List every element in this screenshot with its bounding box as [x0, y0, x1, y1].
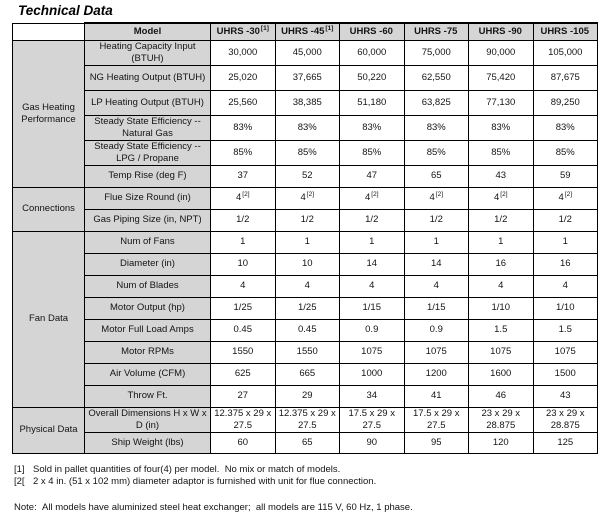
model-header-cell: Model — [85, 23, 211, 40]
data-cell: 1/15 — [340, 297, 405, 319]
footnote-ref: [2] — [306, 191, 315, 199]
row-label: Throw Ft. — [85, 385, 211, 407]
data-cell: 1075 — [469, 341, 534, 363]
table-row — [13, 165, 598, 187]
table-row — [13, 187, 598, 209]
data-cell: 10 — [275, 253, 340, 275]
data-cell: 23 x 29 x 28.875 — [533, 407, 598, 432]
note-line — [14, 502, 413, 513]
data-cell: 90 — [340, 432, 405, 453]
data-cell: 1600 — [469, 363, 534, 385]
data-cell: 1000 — [340, 363, 405, 385]
column-header-label: UHRS -60 — [349, 26, 393, 38]
column-header-label: UHRS -45 — [281, 26, 325, 38]
flue-size-value: 4 — [300, 192, 306, 204]
data-cell: 1/2 — [469, 209, 534, 231]
column-header-uhrs-60 — [340, 23, 405, 40]
table-row — [13, 341, 598, 363]
data-cell: 85% — [533, 140, 598, 165]
data-cell: 4 — [533, 275, 598, 297]
data-cell: 75,000 — [404, 40, 469, 65]
data-cell: 23 x 29 x 28.875 — [469, 407, 534, 432]
table-row — [13, 90, 598, 115]
data-cell — [340, 187, 405, 209]
table-row — [13, 231, 598, 253]
data-cell: 1/10 — [533, 297, 598, 319]
data-cell: 4 — [275, 275, 340, 297]
data-cell: 120 — [469, 432, 534, 453]
data-cell: 41 — [404, 385, 469, 407]
row-label: Steady State Efficiency -- Natural Gas — [85, 115, 211, 140]
group-physical-data: Physical Data — [13, 407, 85, 453]
column-header-label: UHRS -90 — [478, 26, 522, 38]
data-cell: 29 — [275, 385, 340, 407]
footnote-1 — [14, 464, 376, 475]
group-connections: Connections — [13, 187, 85, 231]
data-cell: 77,130 — [469, 90, 534, 115]
row-label: NG Heating Output (BTUH) — [85, 65, 211, 90]
data-cell: 51,180 — [340, 90, 405, 115]
data-cell: 1550 — [211, 341, 276, 363]
flue-size-value: 4 — [235, 192, 242, 204]
data-cell: 43 — [533, 385, 598, 407]
row-label: LP Heating Output (BTUH) — [85, 90, 211, 115]
data-cell: 65 — [275, 432, 340, 453]
data-cell: 27 — [211, 385, 276, 407]
data-cell: 1/2 — [404, 209, 469, 231]
data-cell — [211, 187, 276, 209]
flue-size-value: 4 — [493, 192, 500, 204]
table-row — [13, 115, 598, 140]
data-cell: 90,000 — [469, 40, 534, 65]
data-cell: 83% — [340, 115, 405, 140]
row-label: Num of Fans — [85, 231, 211, 253]
data-cell: 1075 — [404, 341, 469, 363]
data-cell: 30,000 — [211, 40, 276, 65]
flue-size-value: 4 — [429, 192, 435, 204]
footnote-text: Sold in pallet quantities of four(4) per model. No mix or match of models. — [33, 464, 341, 475]
data-cell: 4 — [404, 275, 469, 297]
table-row — [13, 385, 598, 407]
table-row — [13, 275, 598, 297]
footnote-ref: [1] — [260, 24, 269, 32]
data-cell: 85% — [211, 140, 276, 165]
row-label: Motor Output (hp) — [85, 297, 211, 319]
row-label: Air Volume (CFM) — [85, 363, 211, 385]
data-cell: 83% — [211, 115, 276, 140]
table-row — [13, 432, 598, 453]
data-cell: 1075 — [340, 341, 405, 363]
data-cell: 0.9 — [340, 319, 405, 341]
data-cell: 16 — [533, 253, 598, 275]
data-cell: 1550 — [275, 341, 340, 363]
footnote-ref: [2] — [242, 191, 250, 199]
footnote-ref: [2] — [564, 191, 573, 199]
row-label: Gas Piping Size (in, NPT) — [85, 209, 211, 231]
note-text: All models have aluminized steel heat exchanger; all models are 115 V, 60 Hz, 1 phase. — [42, 502, 413, 513]
data-cell: 50,220 — [340, 65, 405, 90]
table-row — [13, 407, 598, 432]
row-label: Overall Dimensions H x W x D (in) — [85, 407, 211, 432]
data-cell: 105,000 — [533, 40, 598, 65]
data-cell: 47 — [340, 165, 405, 187]
data-cell: 1/2 — [340, 209, 405, 231]
data-cell: 89,250 — [533, 90, 598, 115]
data-cell: 16 — [469, 253, 534, 275]
data-cell: 1/2 — [275, 209, 340, 231]
data-cell: 38,385 — [275, 90, 340, 115]
data-cell: 83% — [469, 115, 534, 140]
data-cell: 60 — [211, 432, 276, 453]
data-cell: 14 — [340, 253, 405, 275]
data-cell: 10 — [211, 253, 276, 275]
footnote-ref: [2] — [435, 191, 444, 199]
data-cell: 1 — [340, 231, 405, 253]
table-row — [13, 253, 598, 275]
data-cell: 1 — [469, 231, 534, 253]
data-cell: 1/2 — [533, 209, 598, 231]
data-cell: 4 — [211, 275, 276, 297]
column-header-label: UHRS -105 — [540, 26, 590, 38]
data-cell: 25,020 — [211, 65, 276, 90]
table-row — [13, 363, 598, 385]
data-cell: 4 — [340, 275, 405, 297]
page-title: Technical Data — [18, 3, 113, 18]
data-cell: 665 — [275, 363, 340, 385]
data-cell: 1075 — [533, 341, 598, 363]
column-header-uhrs-90 — [469, 23, 534, 40]
row-label: Motor RPMs — [85, 341, 211, 363]
row-label: Heating Capacity Input (BTUH) — [85, 40, 211, 65]
data-cell: 0.45 — [211, 319, 276, 341]
data-cell: 1.5 — [469, 319, 534, 341]
data-cell: 65 — [404, 165, 469, 187]
table-header-row — [13, 23, 598, 40]
data-cell: 59 — [533, 165, 598, 187]
table-row — [13, 65, 598, 90]
table-row — [13, 209, 598, 231]
flue-size-value: 4 — [558, 192, 564, 204]
column-header-uhrs-30 — [211, 23, 276, 40]
data-cell: 85% — [469, 140, 534, 165]
footnote-ref: [1] — [325, 24, 334, 32]
table-row — [13, 319, 598, 341]
data-cell: 12.375 x 29 x 27.5 — [211, 407, 276, 432]
data-cell: 14 — [404, 253, 469, 275]
data-cell: 125 — [533, 432, 598, 453]
data-cell: 37 — [211, 165, 276, 187]
data-cell: 62,550 — [404, 65, 469, 90]
data-cell: 1 — [404, 231, 469, 253]
column-header-label: UHRS -75 — [414, 26, 458, 38]
data-cell: 75,420 — [469, 65, 534, 90]
data-cell: 37,665 — [275, 65, 340, 90]
group-gas-heating-performance: Gas Heating Performance — [13, 40, 85, 187]
footnotes — [14, 464, 376, 488]
data-cell: 83% — [533, 115, 598, 140]
data-cell: 83% — [275, 115, 340, 140]
table-row — [13, 140, 598, 165]
data-cell: 46 — [469, 385, 534, 407]
data-cell: 60,000 — [340, 40, 405, 65]
row-label: Ship Weight (lbs) — [85, 432, 211, 453]
data-cell: 1 — [533, 231, 598, 253]
footnote-2 — [14, 476, 376, 487]
footnote-marker: [2[ — [14, 476, 25, 487]
row-label: Temp Rise (deg F) — [85, 165, 211, 187]
data-cell: 1500 — [533, 363, 598, 385]
row-label: Steady State Efficiency -- LPG / Propane — [85, 140, 211, 165]
footnote-marker: [1] — [14, 464, 25, 475]
data-cell: 1/25 — [275, 297, 340, 319]
data-cell: 625 — [211, 363, 276, 385]
row-label: Diameter (in) — [85, 253, 211, 275]
data-cell: 85% — [404, 140, 469, 165]
data-cell — [404, 187, 469, 209]
row-label: Flue Size Round (in) — [85, 187, 211, 209]
data-cell — [469, 187, 534, 209]
technical-data-table — [12, 22, 598, 454]
data-cell: 1/2 — [211, 209, 276, 231]
table-corner-spacer — [13, 23, 85, 40]
data-cell: 12.375 x 29 x 27.5 — [275, 407, 340, 432]
data-cell: 45,000 — [275, 40, 340, 65]
note-label: Note: — [14, 502, 37, 513]
group-fan-data: Fan Data — [13, 231, 85, 407]
data-cell: 17.5 x 29 x 27.5 — [340, 407, 405, 432]
data-cell — [275, 187, 340, 209]
data-cell: 1/15 — [404, 297, 469, 319]
data-cell: 17.5 x 29 x 27.5 — [404, 407, 469, 432]
footnote-text: 2 x 4 in. (51 x 102 mm) diameter adaptor is furnished with unit for flue connection. — [33, 476, 377, 487]
data-cell: 95 — [404, 432, 469, 453]
data-cell: 34 — [340, 385, 405, 407]
data-cell: 25,560 — [211, 90, 276, 115]
data-cell: 85% — [275, 140, 340, 165]
flue-size-value: 4 — [364, 192, 371, 204]
data-cell: 1/25 — [211, 297, 276, 319]
data-cell: 52 — [275, 165, 340, 187]
data-cell: 0.45 — [275, 319, 340, 341]
column-header-label: UHRS -30 — [216, 26, 260, 38]
data-cell: 0.9 — [404, 319, 469, 341]
table-row — [13, 40, 598, 65]
data-cell: 43 — [469, 165, 534, 187]
data-cell: 87,675 — [533, 65, 598, 90]
row-label: Num of Blades — [85, 275, 211, 297]
data-cell: 1/10 — [469, 297, 534, 319]
data-cell: 63,825 — [404, 90, 469, 115]
footnote-ref: [2] — [371, 191, 379, 199]
data-cell: 4 — [469, 275, 534, 297]
row-label: Motor Full Load Amps — [85, 319, 211, 341]
column-header-uhrs-75 — [404, 23, 469, 40]
data-cell: 1200 — [404, 363, 469, 385]
footnote-ref: [2] — [500, 191, 508, 199]
data-cell: 1 — [275, 231, 340, 253]
data-cell: 83% — [404, 115, 469, 140]
data-cell: 85% — [340, 140, 405, 165]
data-cell — [533, 187, 598, 209]
table-row — [13, 297, 598, 319]
column-header-uhrs-45 — [275, 23, 340, 40]
data-cell: 1.5 — [533, 319, 598, 341]
column-header-uhrs-105 — [533, 23, 598, 40]
data-cell: 1 — [211, 231, 276, 253]
